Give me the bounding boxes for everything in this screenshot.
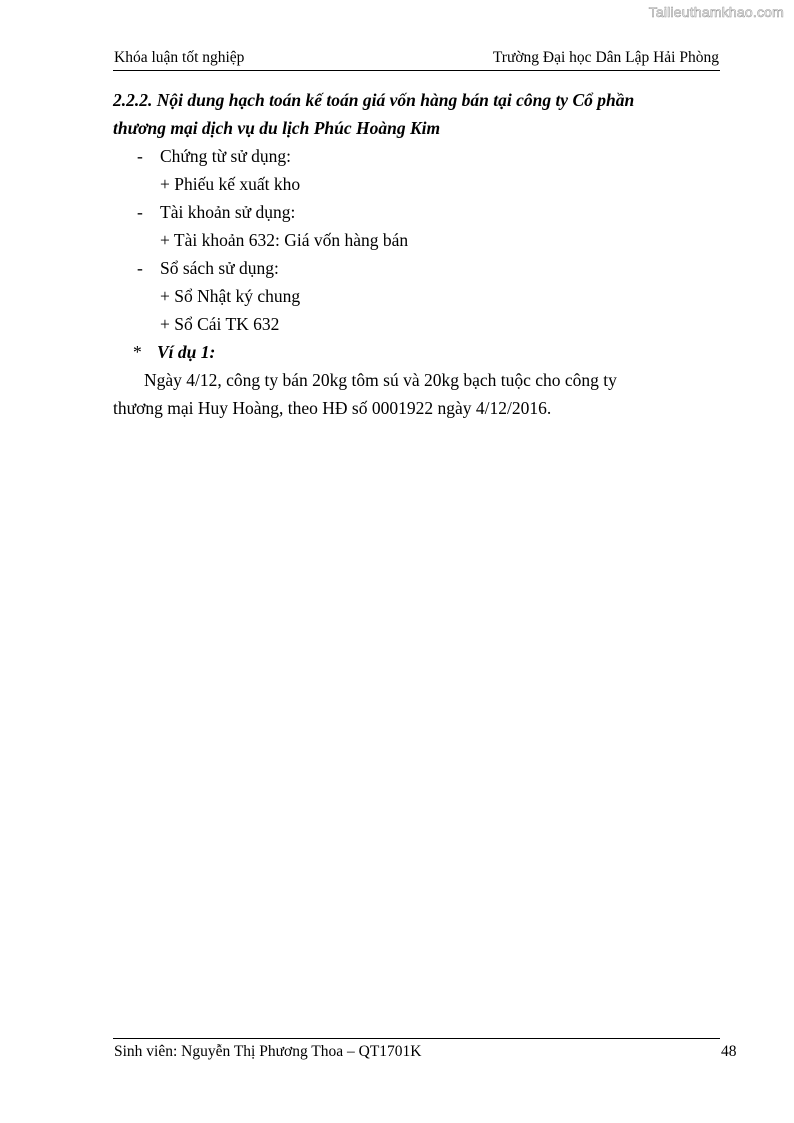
watermark-text: Tailieuthamkhao.com [648,4,784,20]
accounts-item-1: + Tài khoản 632: Giá vốn hàng bán [160,230,409,250]
page-content [113,86,720,422]
example-text-line-1: Ngày 4/12, công ty bán 20kg tôm sú và 20kg bạch tuộc cho công ty [144,370,617,390]
footer-student-info: Sinh viên: Nguyễn Thị Phương Thoa – QT1701K [114,1043,422,1060]
books-item-2: + Sổ Cái TK 632 [160,314,280,334]
section-heading [113,86,720,142]
books-item-1: + Sổ Nhật ký chung [160,286,301,306]
list-item-accounts [113,198,720,226]
list-subitem [113,282,720,310]
documents-item-1: + Phiếu kế xuất kho [160,174,301,194]
dash-bullet: - [137,202,143,222]
list-subitem [113,170,720,198]
asterisk-marker: * [133,342,142,362]
dash-bullet: - [137,258,143,278]
example-text-line-2: thương mại Huy Hoàng, theo HĐ số 0001922 ngày 4/12/2016. [113,398,552,418]
list-subitem [113,310,720,338]
list-item-books [113,254,720,282]
page-number: 48 [721,1043,737,1060]
section-heading-line-2: thương mại dịch vụ du lịch Phúc Hoàng Kim [113,118,441,138]
header-university-name: Trường Đại học Dân Lập Hải Phòng [492,49,719,66]
dash-bullet: - [137,146,143,166]
section-heading-line-1: 2.2.2. Nội dung hạch toán kế toán giá vốn hàng bán tại công ty Cổ phần [113,90,635,110]
list-subitem [113,226,720,254]
example-heading [113,338,720,366]
list-item-documents [113,142,720,170]
books-label: Sổ sách sử dụng: [160,258,279,278]
accounts-label: Tài khoản sử dụng: [160,202,296,222]
example-label: Ví dụ 1: [157,342,216,362]
page-header [113,48,720,71]
documents-label: Chứng từ sử dụng: [160,146,292,166]
page-footer [113,1038,737,1060]
header-thesis-label: Khóa luận tốt nghiệp [114,49,245,66]
